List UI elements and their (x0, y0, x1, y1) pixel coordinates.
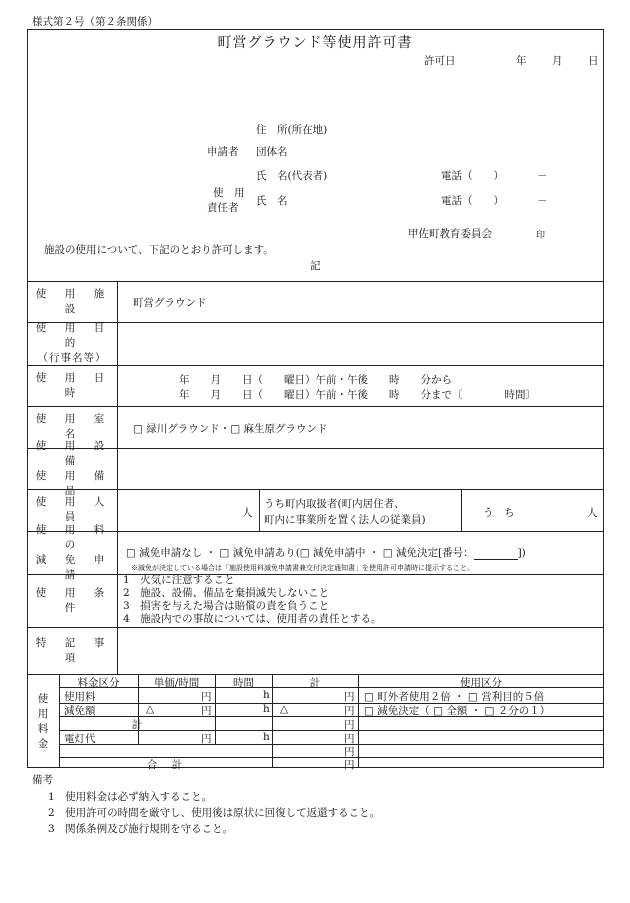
responsible-label-1: 使 用 (213, 187, 245, 199)
fee-side-label (27, 692, 59, 752)
equipment-label (27, 439, 123, 497)
permit-day: 日 (588, 55, 599, 67)
org-label: 団体名 (256, 146, 288, 158)
reduction-options-text: □ 減免申請なし ・ □ 減免申請あり(□ 減免申請中 ・ □ 減免決定[番号： (126, 547, 474, 559)
permit-year: 年 (516, 55, 527, 67)
condition-item: 3 損害を与えた場合は賠償の責を負うこと (123, 600, 330, 612)
fee-side-char: 使 (37, 693, 49, 705)
fee-side-char: 料 (37, 723, 49, 735)
people-label: 使 用 人 員 (35, 496, 123, 523)
note-item: 3 関係条例及び施行規則を守ること。 (48, 823, 234, 835)
resident-label-1: うち町内取扱者(町内居住者、 (264, 498, 405, 510)
note-item: 2 使用許可の時間を厳守し、使用後は原状に回復して返還すること。 (48, 807, 381, 819)
fee-tanka-triangle: △ (146, 703, 155, 715)
fee-kubun: 減免額 (64, 705, 96, 717)
fee-tanka-unit: 円 (201, 705, 212, 717)
purpose-label-1: 使 用 目 的 (35, 322, 123, 349)
condition-item: 1 火気に注意すること (123, 574, 235, 586)
datetime-label: 使 用 日 時 (35, 371, 123, 399)
issuer-name: 甲佐町教育委員会 (408, 228, 492, 240)
fee-jikan-unit: h (263, 689, 270, 701)
fee-usage-option[interactable]: □ 減免決定（ □ 全額 ・ □ ２分の１） (364, 705, 551, 717)
fee-kubun: 電灯代 (64, 733, 96, 745)
purpose-label-2: （行事名等） (37, 352, 107, 364)
form-number: 様式第２号（第２条関係） (32, 16, 158, 28)
fee-total-label: 合 計 (146, 759, 185, 771)
fee-kei-unit: 円 (344, 746, 355, 758)
fee-kubun: 使用料 (64, 691, 96, 703)
fee-jikan-unit: h (263, 731, 270, 743)
fee-header-tanka: 単価/時間 (153, 677, 200, 689)
fee-side-char: 金 (37, 738, 49, 750)
people-unit: 人 (242, 507, 253, 519)
reduction-label-1: 使 用 料 の (35, 523, 123, 551)
fee-tanka-unit: 円 (201, 733, 212, 745)
datetime-line-2: 年 月 日（ 曜日）午前・午後 時 分まで〔 時間〕 (179, 389, 536, 401)
phone-dash: － (537, 170, 548, 182)
conditions-list (123, 574, 381, 626)
fee-kubun: 計 (131, 719, 143, 731)
permit-statement: 施設の使用について、下記のとおり許可します。 (44, 244, 274, 256)
applicant-label: 申請者 (207, 146, 239, 158)
responsible-phone-dash: － (537, 195, 548, 207)
note-item: 1 使用料金は必ず納入すること。 (48, 791, 213, 803)
resident-label-2: 町内に事業所を置く法人の従業員) (264, 514, 426, 526)
fee-header-jikan: 時間 (233, 677, 254, 689)
notes-title: 備考 (32, 774, 53, 786)
facility-value: 町営グラウンド (133, 297, 207, 309)
fee-kei-unit: 円 (344, 691, 355, 703)
facility-label: 使 用 施 設 (35, 287, 123, 315)
reduction-note: ※減免が決定している場合は「施設使用料減免申請書兼交付決定通知書」を使用許可申請時に提示すること。 (131, 564, 474, 572)
seal-mark: 印 (536, 231, 546, 241)
responsible-name-label: 氏 名 (256, 195, 288, 207)
condition-item: 4 施設内での事故については、使用者の責任とする。 (123, 613, 382, 625)
reduction-label-2: 減 免 申 請 (35, 553, 123, 581)
reduction-options-end: ]) (517, 547, 526, 559)
uchi-label: う ち (483, 507, 515, 519)
ki-marker: 記 (310, 260, 321, 272)
purpose-label (27, 322, 123, 365)
fee-jikan-unit: h (263, 703, 270, 715)
fee-kei-unit: 円 (344, 705, 355, 717)
responsible-phone-label: 電話（ ） (441, 195, 504, 207)
notes-list (48, 789, 380, 837)
permit-month: 月 (552, 55, 563, 67)
decision-number-blank[interactable] (474, 550, 518, 560)
permit-date-label: 許可日 (424, 55, 456, 67)
fee-kei-triangle: △ (280, 703, 289, 715)
fee-kei-unit: 円 (344, 733, 355, 745)
name-label: 氏 名(代表者) (256, 170, 328, 182)
equipment-label-1: 使 用 設 備 (35, 439, 123, 467)
fee-header-kubun: 料金区分 (77, 677, 120, 689)
fee-header-usage: 使用区分 (460, 677, 502, 689)
room-label: 使 用 室 名 (35, 413, 123, 440)
conditions-label: 使 用 条 件 (35, 586, 123, 614)
room-options[interactable]: □ 緑川グラウンド・□ 麻生原グラウンド (133, 423, 328, 435)
responsible-label-2: 責任者 (207, 202, 239, 214)
reduction-options[interactable] (126, 545, 526, 560)
fee-kei-unit: 円 (344, 719, 355, 731)
form-title: 町営グラウンド等使用許可書 (217, 35, 413, 51)
address-label: 住 所(所在地) (256, 124, 328, 136)
equipment-label-2: 使 用 備 品 (35, 469, 123, 497)
fee-side-char: 用 (37, 708, 49, 720)
fee-tanka-unit: 円 (201, 691, 212, 703)
condition-item: 2 施設、設備、備品を棄損滅失しないこと (123, 587, 330, 599)
fee-usage-option[interactable]: □ 町外者使用２倍 ・ □ 営利目的５倍 (364, 691, 545, 703)
fee-header-kei: 計 (309, 677, 321, 689)
datetime-line-1: 年 月 日（ 曜日）午前・午後 時 分から (179, 374, 452, 386)
phone-label: 電話（ ） (441, 170, 504, 182)
people-unit-2: 人 (587, 507, 598, 519)
reduction-label (27, 523, 123, 581)
fee-kei-unit: 円 (344, 759, 355, 771)
remarks-label: 特 記 事 項 (35, 636, 123, 664)
